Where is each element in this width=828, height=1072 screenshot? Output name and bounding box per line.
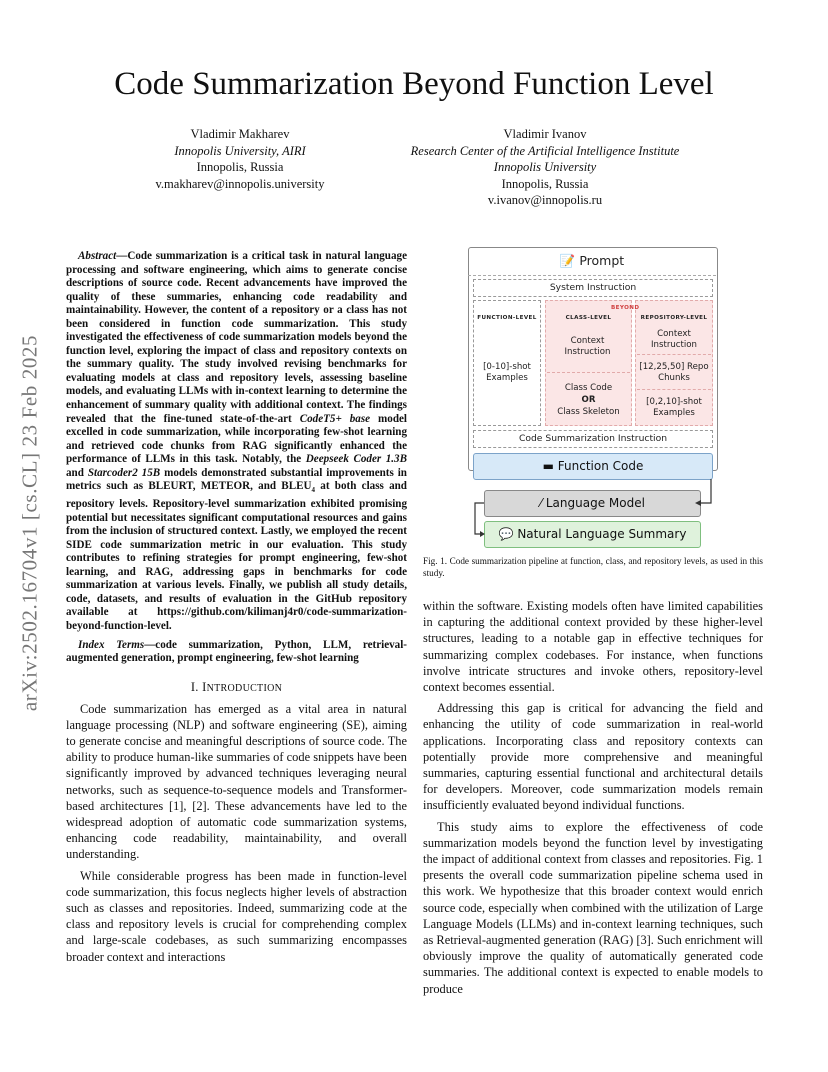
author-location: Innopolis, Russia [501,176,589,191]
arrow-to-summary [475,503,484,534]
author-affiliation-2: Innopolis University [493,160,597,174]
model-name: Deepseek Coder 1.3B [305,453,407,466]
author-email: v.ivanov@innopolis.ru [487,193,603,207]
function-code-label: Function Code [557,459,644,473]
author-1 [110,126,370,192]
repo-examples: [0,2,10]-shot Examples [646,397,702,418]
model-name: CodeT5+ base [299,412,371,425]
code-summarization-instruction: Code Summarization Instruction [473,430,713,448]
beyond-label: BEYOND [611,305,640,311]
arrowhead [695,500,701,506]
function-level-header: FUNCTION-LEVEL [477,315,537,321]
paper-title: Code Summarization Beyond Function Level [114,66,714,102]
bleu-subscript: 4 [311,486,316,495]
language-model-label: Language Model [545,496,645,510]
author-name: Vladimir Makharev [190,127,290,141]
index-terms-label: Index Terms [78,638,145,651]
arxiv-stamp [8,288,52,758]
section-number: I. [190,679,203,694]
abstract-text: models demonstrated substantial improvements in metrics such as BLEURT, METEOR, and BLEU [66,466,407,493]
right-column [423,598,763,1002]
body-paragraph: While considerable progress has been made in function-level code summarization, this focus neglects higher levels of abstraction such as classes and repositories. Indeed, summarizing code at the class and repository levels is crucial for comprehending complex and large-scale codebases, as such summarizing encompasses broader context and interactions [66,868,407,964]
model-name: Starcoder2 15B [87,466,161,479]
index-terms [66,639,407,666]
fn-examples: [0-10]-shot Examples [483,362,531,383]
system-instruction-box: System Instruction [473,279,713,297]
author-name: Vladimir Ivanov [503,127,587,141]
author-affiliation: Research Center of the Artificial Intelligence Institute [410,143,680,158]
figure-caption: Fig. 1. Code summarization pipeline at function, class, and repository levels, as used in this study. [423,556,763,578]
or-label: OR [581,395,596,405]
prompt-label: Prompt [579,253,625,268]
repo-context-instruction: Context Instruction [651,329,697,350]
left-column [66,250,407,970]
index-terms-text: —code summarization, Python, LLM, retrieval-augmented generation, prompt engineering, few-shot learning [66,638,407,665]
memo-icon: 📝 [559,253,580,268]
body-paragraph: Code summarization has emerged as a vital area in natural language processing (NLP) and software engineering (SE), aiming to generate concise and meaningful descriptions of source code. The ability to produce human-like summaries of code snippets have been significantly improved by advanced techniques leveraging neural networks, such as sequence-to-sequence models and Transformer-based architectures [1], [2]. These advancements have led to the widespread adoption of automatic code summarization systems, enhancing code readability, maintainability, and overall understanding. [66,701,407,862]
body-paragraph: This study aims to explore the effectiveness of code summarization models beyond the function level by investigating the impact of additional context from classes and repositories. Fig. 1 presents the overall code summarization pipeline schema used in this work. We hypothesize that this broader context would enrich source code, especially when combined with the utilization of Large Language Models (LLMs) and in-context learning techniques, such as Retrieval-augmented generation (RAG) [3]. Such enrichment will obviously improve the quality of automatically generated code summaries. The additional context is expected to enable models to produce [423,819,763,996]
section-first-letter: I [202,679,207,694]
body-paragraph: within the software. Existing models often have limited capabilities in capturing the additional context provided by these higher-level structures, leading to a notable gap in effective techniques for summarizing complex codebases. For instance, when functions involve intricate structures and invoke others, repository-level context becomes essential. [423,599,763,695]
terminal-icon: ▬ [542,459,558,473]
nl-summary-label: Natural Language Summary [517,527,687,541]
author-affiliation: Innopolis University, AIRI [174,143,306,158]
section-rest: NTRODUCTION [206,682,283,694]
figure-pipeline [463,247,723,549]
abstract-text: at both class and repository levels. Repository-level summarization exhibited promising potential but necessitates significant computational resources and gains from the inclusion of structured context. Lastly, we employed the recent SIDE code summarization metric in our evaluation. This study contributes to refining strategies for prompt engineering, few-shot learning, and RAG, addressing gaps in benchmarks for code summarization at various levels. Finally, we publish all study details, code, datasets, and results of evaluation in the GitHub repository available at https://github.com/kilimanj4r0/code-summarization-beyond-function-level. [66,480,407,632]
author-location: Innopolis, Russia [196,160,284,174]
abstract-text: —Code summarization is a critical task in natural language processing and software engineering, which aims to generate concise descriptions of source code. Recent advancements have improved the quality of these summaries, enhancing code readability and maintainability. However, the content of a repository or a class has not been considered in function code summarization. This study investigated the effectiveness of code summarization models beyond the function level, exploring the impact of class and repository contexts on the summary quality. The study involved revising benchmarks for evaluating models at class and repository levels, assessing baseline models, and evaluating LLMs with in-context learning to determine the enhancement of summary quality with additional context. The findings revealed that the fine-tuned state-of-the-art [66,250,407,425]
arrow-to-lm [701,479,711,503]
class-level-header: CLASS-LEVEL [565,315,612,321]
arxiv-stamp-text: arXiv:2502.16704v1 [cs.CL] 23 Feb 2025 [17,334,42,712]
repository-level-header: REPOSITORY-LEVEL [640,315,708,321]
body-paragraph: Addressing this gap is critical for advancing the field and enhancing the utility of code summarization in real-world applications. Incorporating class and repository contexts can potentially provide more comprehensive and meaningful summaries, capturing essential functional and architectural details for developers. Moreover, code summarization models remain insufficiently evaluated beyond individual functions. [423,701,763,813]
abstract-label: Abstract [78,250,117,262]
speech-bubble-icon: 💬 [498,527,518,541]
repo-chunks: [12,25,50] Repo Chunks [639,362,709,383]
abstract [66,250,407,634]
author-email: v.makharev@innopolis.university [155,176,325,191]
abstract-text: and [66,466,88,479]
magic-wand-icon: ⁄ [540,496,546,510]
author-2 [380,126,710,209]
arrowhead [480,531,485,537]
class-context-instruction: Context Instruction [564,336,611,357]
abstract-text: model excelled in code summarization, while incorporating few-shot learning and retrieved code chunks from RAG significantly enhanced the performance of LLMs in this task. Notably, the [66,412,408,466]
section-heading [66,680,407,695]
class-skeleton: Class Skeleton [557,407,620,417]
class-code: Class Code [564,383,613,393]
figure-arrows [463,247,723,549]
